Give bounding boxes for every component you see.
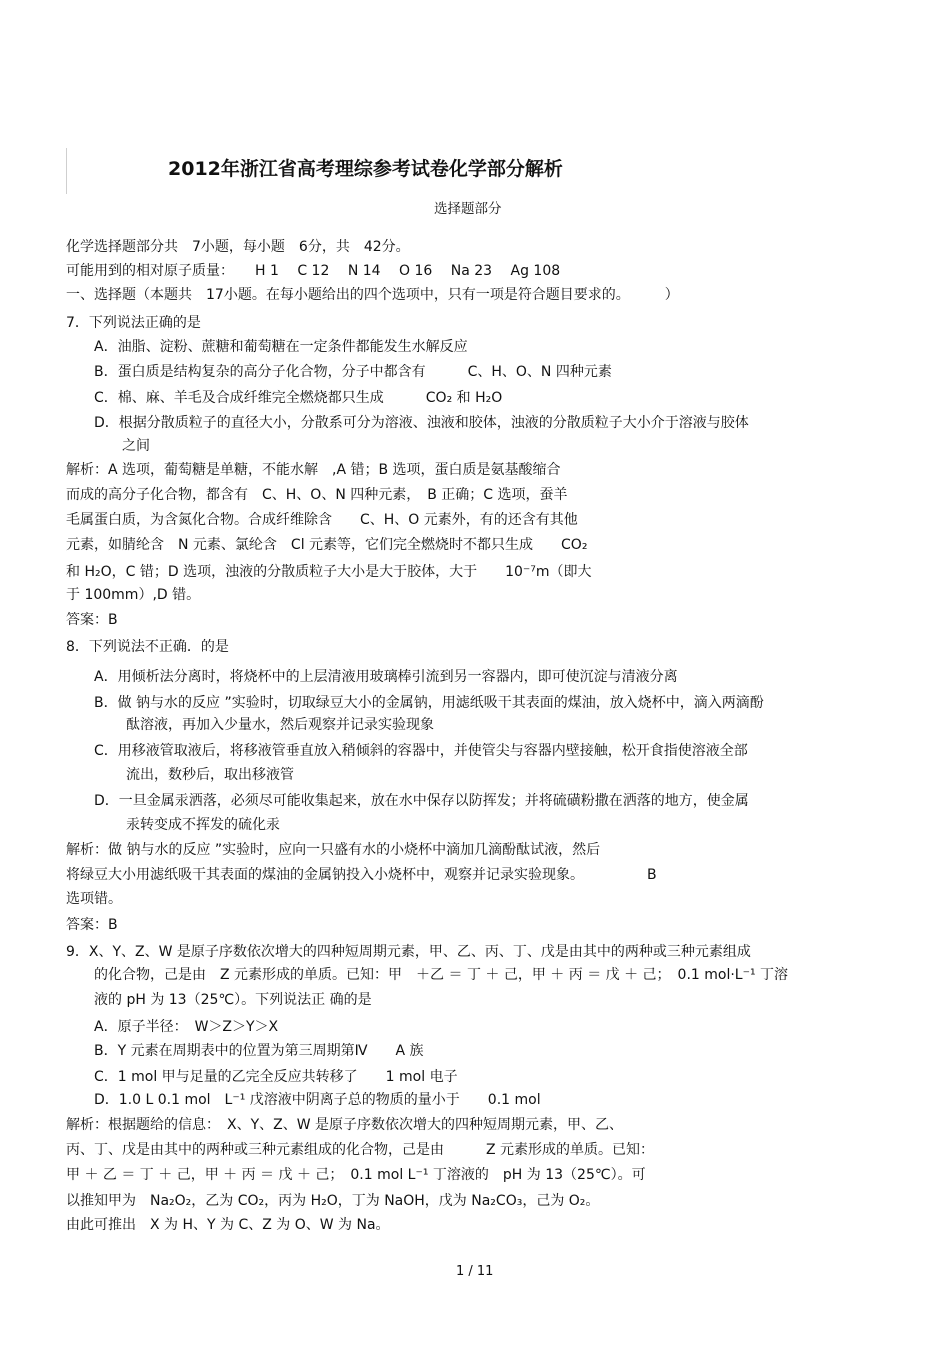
page-number: 1 / 11 (456, 1264, 494, 1279)
analysis-line: 于 100mm）,D 错。 (66, 587, 201, 603)
option-c-cont: 流出，数秒后，取出移液管 (126, 767, 294, 783)
option-a: A．用倾析法分离时，将烧杯中的上层清液用玻璃棒引流到另一容器内，即可使沉淀与清液分离 (94, 669, 678, 685)
answer-line: 答案：B (66, 917, 118, 933)
analysis-line: 甲 ＋ 乙 ＝ 丁 ＋ 己，甲 ＋ 丙 ＝ 戊 ＋ 己； 0.1 mol L⁻¹ 丁溶液的 pH 为 13（25℃）。可 (66, 1167, 646, 1183)
option-b-cont: 酞溶液，再加入少量水，然后观察并记录实验现象 (126, 717, 434, 733)
option-d-cont: 汞转变成不挥发的硫化汞 (126, 817, 280, 833)
question-9: 9．X、Y、Z、W 是原子序数依次增大的四种短周期元素，甲、乙、丙、丁、戊是由其中的两种或三种元素组成 (66, 944, 751, 960)
option-a: A．原子半径： W＞Z＞Y＞X (94, 1019, 279, 1035)
text-line: 可能用到的相对原子质量： H 1 C 12 N 14 O 16 Na 23 Ag 108 (66, 263, 561, 279)
margin-rule (66, 148, 67, 194)
analysis-line: 将绿豆大小用滤纸吸干其表面的煤油的金属钠投入小烧杯中，观察并记录实验现象。 B (66, 867, 657, 883)
analysis-line: 解析：A 选项，葡萄糖是单糖，不能水解 ,A 错；B 选项，蛋白质是氨基酸缩合 (66, 462, 561, 478)
analysis-line: 丙、丁、戊是由其中的两种或三种元素组成的化合物，己是由 Z 元素形成的单质。已知： (66, 1142, 655, 1158)
option-a: A．油脂、淀粉、蔗糖和葡萄糖在一定条件都能发生水解反应 (94, 339, 468, 355)
option-c: C．用移液管取液后，将移液管垂直放入稍倾斜的容器中，并使管尖与容器内壁接触，松开食指使溶液全部 (94, 743, 748, 759)
question-9-cont: 的化合物，己是由 Z 元素形成的单质。已知：甲 ＋乙 ＝ 丁 ＋ 己，甲 ＋ 丙 ＝ 戊 ＋ 己； 0.1 mol·L⁻¹ 丁溶 (94, 967, 789, 983)
option-d: D．根据分散质粒子的直径大小，分散系可分为溶液、浊液和胶体，浊液的分散质粒子大小介于溶液与胶体 (94, 415, 749, 431)
question-8: 8．下列说法不正确．的是 (66, 639, 229, 655)
option-b: B．Y 元素在周期表中的位置为第三周期第Ⅳ A 族 (94, 1043, 424, 1059)
analysis-line: 以推知甲为 Na₂O₂，乙为 CO₂，丙为 H₂O，丁为 NaOH，戊为 Na₂CO₃，己为 O₂。 (66, 1193, 600, 1209)
text-line: 一、选择题（本题共 17小题。在每小题给出的四个选项中，只有一项是符合题目要求的。 ） (66, 287, 679, 303)
option-c: C．棉、麻、羊毛及合成纤维完全燃烧都只生成 CO₂ 和 H₂O (94, 390, 503, 406)
option-d: D．一旦金属汞洒落，必须尽可能收集起来，放在水中保存以防挥发；并将硫磺粉撒在洒落的地方，使金属 (94, 793, 749, 809)
text-line: 化学选择题部分共 7小题，每小题 6分，共 42分。 (66, 239, 410, 255)
option-d: D．1.0 L 0.1 mol L⁻¹ 戊溶液中阴离子总的物质的量小于 0.1 mol (94, 1092, 541, 1108)
analysis-line: 解析：根据题给的信息： X、Y、Z、W 是原子序数依次增大的四种短周期元素，甲、乙、 (66, 1117, 624, 1133)
analysis-line: 选项错。 (66, 891, 122, 907)
analysis-line: 和 H₂O，C 错；D 选项，浊液的分散质粒子大小是大于胶体，大于 10⁻⁷m（即大 (66, 564, 592, 580)
section-subtitle: 选择题部分 (434, 201, 502, 217)
question-7: 7．下列说法正确的是 (66, 315, 201, 331)
option-b: B．蛋白质是结构复杂的高分子化合物，分子中都含有 C、H、O、N 四种元素 (94, 364, 612, 380)
question-9-cont: 液的 pH 为 13（25℃）。下列说法正 确的是 (94, 992, 372, 1008)
option-b: B．做 钠与水的反应 ”实验时，切取绿豆大小的金属钠，用滤纸吸干其表面的煤油，放入烧杯中，滴入两滴酚 (94, 695, 764, 711)
page-title: 2012年浙江省高考理综参考试卷化学部分解析 (168, 158, 563, 180)
option-d-cont: 之间 (122, 438, 150, 454)
analysis-line: 解析：做 钠与水的反应 ”实验时，应向一只盛有水的小烧杯中滴加几滴酚酞试液，然后 (66, 842, 601, 858)
analysis-line: 元素，如腈纶含 N 元素、氯纶含 Cl 元素等，它们完全燃烧时不都只生成 CO₂ (66, 537, 588, 553)
answer-line: 答案：B (66, 612, 118, 628)
option-c: C．1 mol 甲与足量的乙完全反应共转移了 1 mol 电子 (94, 1069, 458, 1085)
analysis-line: 毛属蛋白质，为含氮化合物。合成纤维除含 C、H、O 元素外，有的还含有其他 (66, 512, 578, 528)
analysis-line: 而成的高分子化合物，都含有 C、H、O、N 四种元素， B 正确；C 选项，蚕羊 (66, 487, 568, 503)
analysis-line: 由此可推出 X 为 H、Y 为 C、Z 为 O、W 为 Na。 (66, 1217, 390, 1233)
